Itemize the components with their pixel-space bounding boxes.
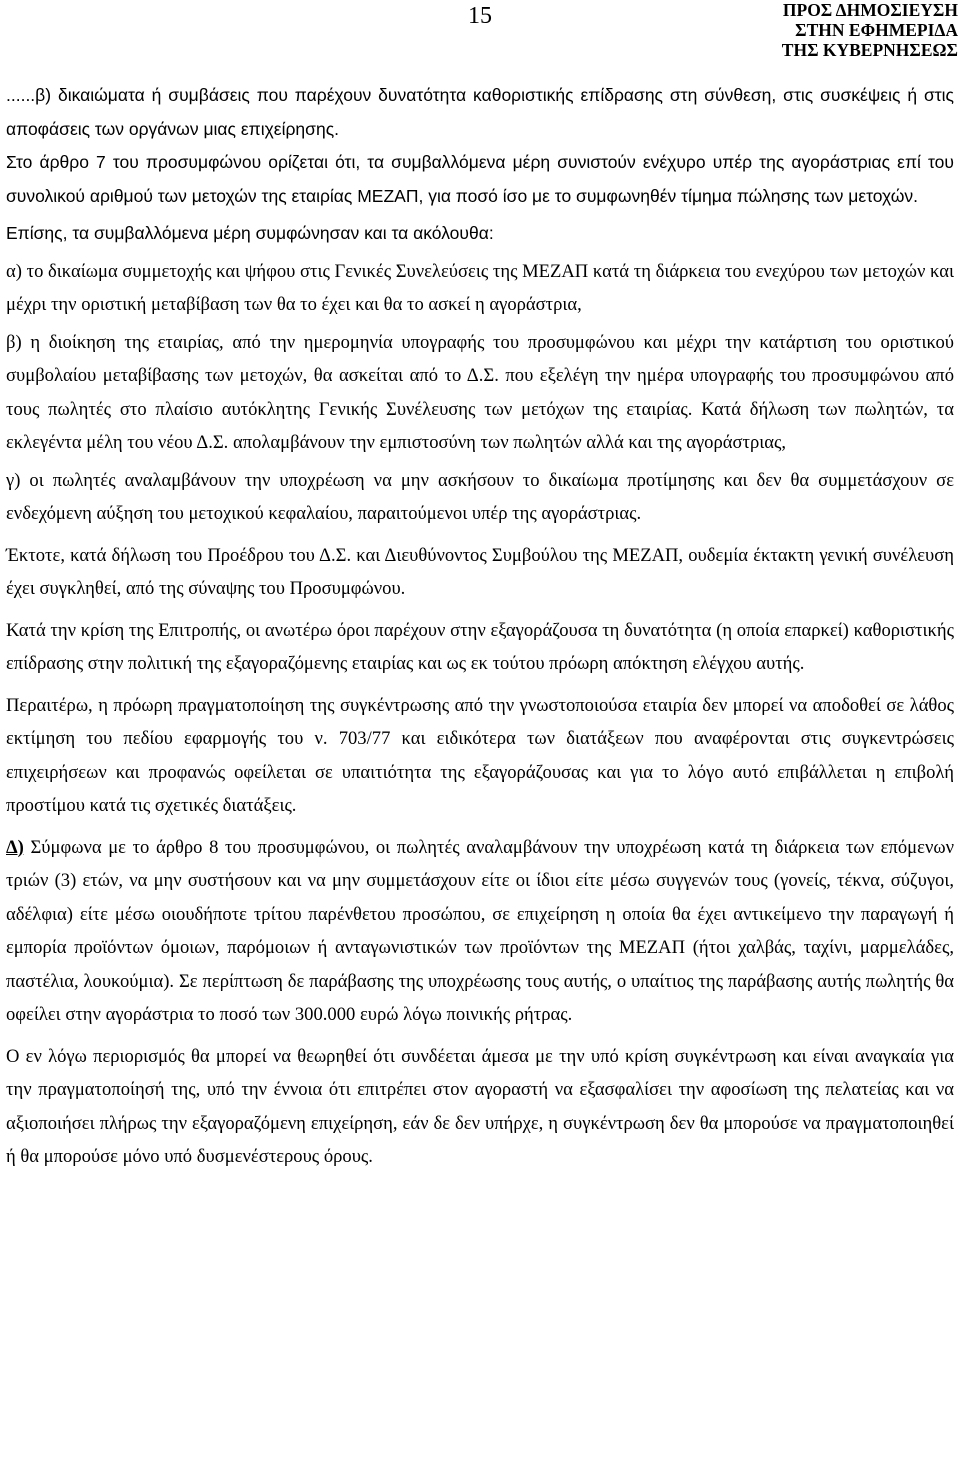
section-label-d: Δ)	[6, 836, 24, 858]
paragraph-clause-b-rights: ......β) δικαιώματα ή συμβάσεις που παρέχουν δυνατότητα καθοριστικής επίδρασης στη σύνθεση, στις συσκέψεις ή στις αποφάσεις των οργάνων μιας επιχείρησης.	[6, 85, 954, 139]
paragraph-article-8-text: Σύμφωνα με το άρθρο 8 του προσυμφώνου, οι πωλητές αναλαμβάνουν την υποχρέωση κατά τη διάρκεια των επόμενων τριών (3) ετών, να μην συστήσουν και να μην συμμετάσχουν είτε οι ίδιοι είτε μέσω συγγενών τους (γονείς, τέκνα, σύζυγοι, αδέλφια) είτε μέσω οιουδήποτε τρίτου παρένθετου προσώπου, σε επιχείρηση η οποία θα έχει αντικείμενο την παραγωγή ή εμπορία προϊόντων όμοιων, παρόμοιων ή ανταγωνιστικών των προϊόντων της ΜΕΖΑΠ (ήτοι χαλβάς, ταχίνι, μαρμελάδες, παστέλια, λουκούμια). Σε περίπτωση δε παράβασης της υποχρέωσης τους αυτής, ο υπαίτιος της παράβασης αυτής πωλητής θα οφείλει στην αγοράστρια το ποσό των 300.000 ευρώ λόγω ποινικής ρήτρας.	[6, 836, 954, 1025]
publication-header	[782, 0, 958, 60]
paragraph-premature-concentration: Περαιτέρω, η πρόωρη πραγματοποίηση της συγκέντρωσης από την γνωστοποιούσα εταιρία δεν μπορεί να αποδοθεί σε λάθος εκτίμηση του πεδίου εφαρμογής του ν. 703/77 και ειδικότερα των διατάξεων που αναφέρονται στις συγκεντρώσεις επιχειρήσεων και προφανώς οφείλεται σε υπαιτιότητα της εξαγοράζουσας και για το λόγο αυτό επιβάλλεται η επιβολή προστίμου κατά τις σχετικές διατάξεις.	[6, 694, 954, 816]
paragraph-restriction-assessment: Ο εν λόγω περιορισμός θα μπορεί να θεωρηθεί ότι συνδέεται άμεσα με την υπό κρίση συγκέντρωση και είναι αναγκαία για την πραγματοποίησή της, υπό την έννοια ότι επιτρέπει στον αγοραστή να εξασφαλίσει την αφοσίωση της πελατείας και να αξιοποιήσει πλήρως την εξαγοραζόμενη επιχείρηση, εάν δε δεν υπήρχε, η συγκέντρωση δεν θα μπορούσε να πραγματοποιηθεί ή θα μπορούσε μόνο υπό δυσμενέστερους όρους.	[6, 1045, 954, 1167]
page-number: 15	[468, 3, 492, 29]
paragraph-item-c: γ) οι πωλητές αναλαμβάνουν την υποχρέωση να μην ασκήσουν το δικαίωμα προτίμησης και δεν θα συμμετάσχουν σε ενδεχόμενη αύξηση του μετοχικού κεφαλαίου, παραιτούμενοι υπέρ της αγοράστριας.	[6, 469, 954, 524]
paragraph-president-statement: Έκτοτε, κατά δήλωση του Προέδρου του Δ.Σ. και Διευθύνοντος Συμβούλου της ΜΕΖΑΠ, ουδεμία έκτακτη γενική συνέλευση έχει συγκληθεί, από της σύναψης του Προσυμφώνου.	[6, 544, 954, 599]
paragraph-committee-judgment: Κατά την κρίση της Επιτροπής, οι ανωτέρω όροι παρέχουν στην εξαγοράζουσα τη δυνατότητα (η οποία επαρκεί) καθοριστικής επίδρασης στην πολιτική της εξαγοραζόμενης εταιρίας και ως εκ τούτου πρόωρη απόκτηση ελέγχου αυτής.	[6, 619, 954, 674]
paragraph-item-b: β) η διοίκηση της εταιρίας, από την ημερομηνία υπογραφής του προσυμφώνου και μέχρι την κατάρτιση του οριστικού συμβολαίου μεταβίβασης των μετοχών, θα ασκείται από το Δ.Σ. που εξελέγη την ημέρα υπογραφής του προσυμφώνου από τους πωλητές στο πλαίσιο αυτόκλητης Γενικής Συνέλευσης των μετόχων της εταιρίας. Κατά δήλωση των πωλητών, τα εκλεγέντα μέλη του νέου Δ.Σ. απολαμβάνουν την εμπιστοσύνη των πωλητών αλλά και της αγοράστριας,	[6, 331, 954, 453]
publication-header-line-2: ΣΤΗΝ ΕΦΗΜΕΡΙΔΑ	[795, 20, 958, 40]
publication-header-line-1: ΠΡΟΣ ΔΗΜΟΣΙΕΥΣΗ	[782, 0, 958, 20]
paragraph-article-8	[6, 831, 954, 1032]
paragraph-agreements-intro: Επίσης, τα συμβαλλόμενα μέρη συμφώνησαν και τα ακόλουθα:	[6, 223, 494, 243]
document-body	[6, 79, 954, 1174]
paragraph-item-a: α) το δικαίωμα συμμετοχής και ψήφου στις Γενικές Συνελεύσεις της ΜΕΖΑΠ κατά τη διάρκεια του ενεχύρου των μετοχών και μέχρι την οριστική μεταβίβαση των θα το έχει και θα το ασκεί η αγοράστρια,	[6, 260, 954, 315]
publication-header-line-3: ΤΗΣ ΚΥΒΕΡΝΗΣΕΩΣ	[781, 40, 958, 60]
paragraph-article-7: Στο άρθρο 7 του προσυμφώνου ορίζεται ότι, τα συμβαλλόμενα μέρη συνιστούν ενέχυρο υπέρ της αγοράστριας επί του συνολικού αριθμού των μετοχών της εταιρίας ΜΕΖΑΠ, για ποσό ίσο με το συμφωνηθέν τίμημα πώλησης των μετοχών.	[6, 152, 954, 206]
